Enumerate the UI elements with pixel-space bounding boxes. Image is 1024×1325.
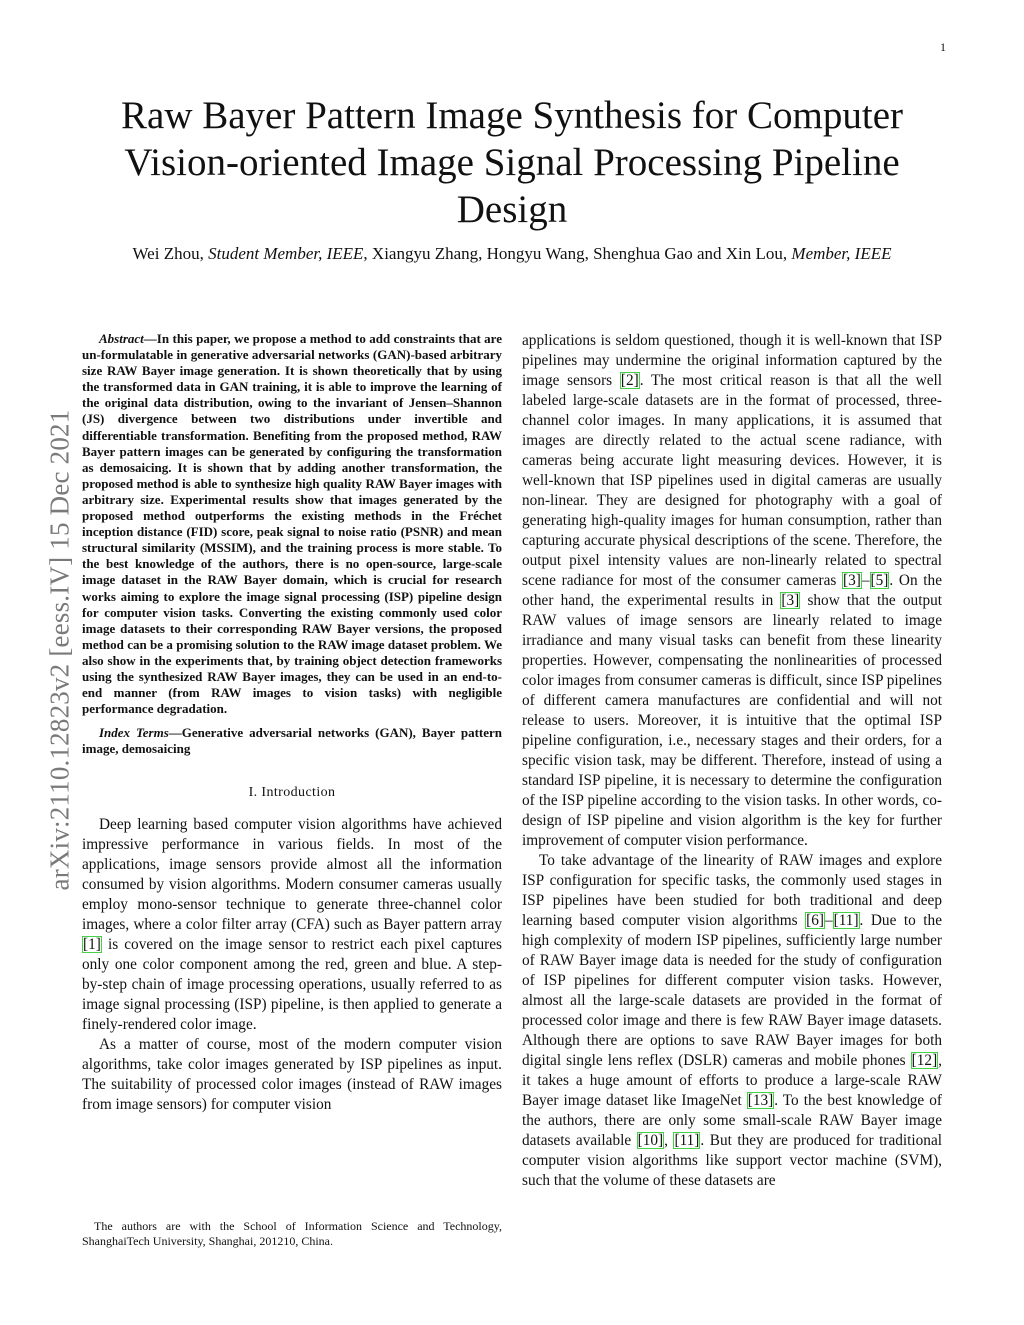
abstract-dash: — bbox=[143, 331, 157, 346]
author-names-1: Wei Zhou, bbox=[132, 244, 209, 263]
intro-paragraph-3 bbox=[522, 851, 942, 1191]
intro-p2-text-e: show that the output RAW values of image sensors are linearly related to image irradiance and many visual tasks can benefit from these linearity properties. However, compensating the nonlinearities of processed color images from consumer cameras is difficult, since ISP pipelines of different camera manufactures are confidential and will not release to users. Moreover, it is intuitive that the optimal ISP pipeline configuration, i.e., necessary stages and their orders, for a specific vision task, may be different. Therefore, instead of using a standard ISP pipeline, it is necessary to determine the configuration of the ISP pipeline according to the vision tasks. In other words, co-design of ISP pipeline and vision algorithm is the key for further improvement of computer vision performance. bbox=[522, 592, 942, 849]
intro-p2-text-d: . On the other hand, the experimental results in bbox=[522, 572, 942, 609]
intro-p3-text-a: To take advantage of the linearity of RAW images and explore ISP configuration for specific tasks, the commonly used stages in ISP pipelines have been studied for both traditional and deep learning based computer vision algorithms bbox=[522, 852, 942, 929]
page-number: 1 bbox=[940, 40, 946, 54]
intro-p2-text-a: applications is seldom questioned, though it is well-known that ISP pipelines may undermine the original information captured by the image sensors bbox=[522, 332, 942, 389]
arxiv-stamp: arXiv:2110.12823v2 [eess.IV] 15 Dec 2021 bbox=[44, 409, 75, 891]
citation-link[interactable]: [5] bbox=[870, 572, 889, 589]
citation-link[interactable]: [11] bbox=[833, 912, 859, 929]
intro-p3-text-g: . But they are produced for traditional computer vision algorithms like support vector machine (SVM), such that the volume of these datasets are bbox=[522, 1132, 942, 1189]
citation-link[interactable]: [10] bbox=[637, 1132, 664, 1149]
intro-paragraph-2-continued bbox=[522, 331, 942, 851]
citation-link[interactable]: [3] bbox=[843, 572, 861, 589]
citation-link[interactable]: [13] bbox=[747, 1092, 774, 1109]
citation-link[interactable]: [6] bbox=[806, 912, 824, 929]
intro-paragraph-2: As a matter of course, most of the modern computer vision algorithms, take color images generated by ISP pipelines as input. The suitability of processed color images (instead of RAW images from image sensors) for computer vision bbox=[82, 1036, 502, 1114]
affiliation-footnote: The authors are with the School of Information Science and Technology, ShanghaiTech University, Shanghai, 201210, China. bbox=[82, 1219, 502, 1248]
citation-link[interactable]: [12] bbox=[911, 1052, 938, 1069]
paper-title: Raw Bayer Pattern Image Synthesis for Computer Vision-oriented Image Signal Processing Pipeline Design bbox=[121, 94, 903, 231]
intro-p3-text-e: . To the best knowledge of the authors, there are only some small-scale RAW Bayer image datasets available bbox=[522, 1092, 942, 1149]
citation-range-dash: – bbox=[824, 912, 833, 929]
abstract bbox=[82, 331, 502, 717]
intro-p1-text-a: Deep learning based computer vision algorithms have achieved impressive performance in various fields. In most of the applications, image sensors provide almost all the information consumed by vision algorithms. Modern consumer cameras usually employ mono-sensor technique to generate three-channel color images, where a color filter array (CFA) such as Bayer pattern array bbox=[82, 816, 502, 934]
left-column bbox=[82, 331, 502, 1115]
citation-range-dash: – bbox=[861, 572, 870, 589]
intro-paragraph-1 bbox=[82, 815, 502, 1035]
author-affiliation-1: Student Member, IEEE bbox=[208, 244, 364, 263]
citation-link[interactable]: [1] bbox=[83, 936, 101, 954]
citation-link[interactable]: [2] bbox=[620, 372, 639, 389]
index-terms-text: Generative adversarial networks (GAN), Bayer pattern image, demosaicing bbox=[82, 725, 502, 757]
abstract-label: Abstract bbox=[99, 331, 144, 346]
author-list bbox=[82, 243, 942, 265]
right-column bbox=[522, 331, 942, 1191]
index-terms-label: Index Terms bbox=[99, 725, 169, 741]
index-terms-dash: — bbox=[168, 725, 182, 741]
intro-p2-text-b: . The most critical reason is that all the well labeled large-scale datasets are in the format of processed, three-channel color images. In many applications, it is assumed that images are directly related to the actual scene radiance, with cameras being accurate light measuring devices. However, it is well-known that ISP pipelines used in digital cameras are usually non-linear. They are designed for photography with a goal of generating high-quality images for human consumption, rather than capturing accurate physical descriptions of the scene. Therefore, the output pixel intensity values are non-linearly related to spectral scene radiance for most of the consumer cameras bbox=[522, 372, 942, 589]
abstract-text: In this paper, we propose a method to add constraints that are un-formulatable in generative adversarial networks (GAN)-based arbitrary size RAW Bayer image generation. It is shown theoretically that by using the transformed data in GAN training, it is able to improve the learning of the original data distribution, owing to the invariant of Jensen–Shannon (JS) divergence between two distributions under invertible and differentiable transformation. Benefiting from the proposed method, RAW Bayer pattern images can be generated by configuring the transformation as demosaicing. It is shown that by adding another transformation, the proposed method is able to synthesize high quality RAW Bayer images with arbitrary size. Experimental results show that images generated by the proposed method outperforms the existing methods in the Fréchet inception distance (FID) score, peak signal to noise ratio (PSNR) and mean structural similarity (MSSIM), and the training process is more stable. To the best knowledge of the authors, there is no open-source, large-scale image dataset in the RAW Bayer domain, which is crucial for research works aiming to explore the image signal processing (ISP) pipeline design for computer vision tasks. Converting the existing commonly used color image datasets to their corresponding RAW Bayer versions, the proposed method can be a promising solution to the RAW image dataset problem. We also show in the experiments that, by training object detection frameworks using the synthesized RAW Bayer images, they can be used in an end-to-end manner (from RAW images to vision tasks) with negligible performance degradation. bbox=[82, 331, 502, 717]
section-heading-introduction: I. Introduction bbox=[248, 785, 336, 801]
citation-separator: , bbox=[664, 1132, 674, 1149]
index-terms bbox=[82, 725, 502, 757]
citation-link[interactable]: [11] bbox=[674, 1132, 700, 1149]
intro-p1-text-b: is covered on the image sensor to restrict each pixel captures only one color component among the red, green and blue. A step-by-step chain of image processing operations, usually referred to as image signal processing (ISP) pipeline, is then applied to generate a finely-rendered color image. bbox=[82, 936, 502, 1034]
intro-p3-text-d: , it takes a huge amount of efforts to produce a large-scale RAW Bayer image dataset like ImageNet bbox=[522, 1052, 942, 1109]
author-names-2: , Xiangyu Zhang, Hongyu Wang, Shenghua Gao and Xin Lou, bbox=[363, 244, 792, 263]
intro-p3-text-c: . Due to the high complexity of modern ISP pipelines, sufficiently large number of RAW Bayer image data is needed for the study of configuration of ISP pipelines for different computer vision tasks. However, almost all the large-scale datasets are provided in the format of processed color image and there is few RAW Bayer image datasets. Although there are options to save RAW Bayer images for both digital single lens reflex (DSLR) cameras and mobile phones bbox=[522, 912, 942, 1069]
citation-link[interactable]: [3] bbox=[781, 592, 800, 609]
author-affiliation-2: Member, IEEE bbox=[791, 244, 892, 263]
